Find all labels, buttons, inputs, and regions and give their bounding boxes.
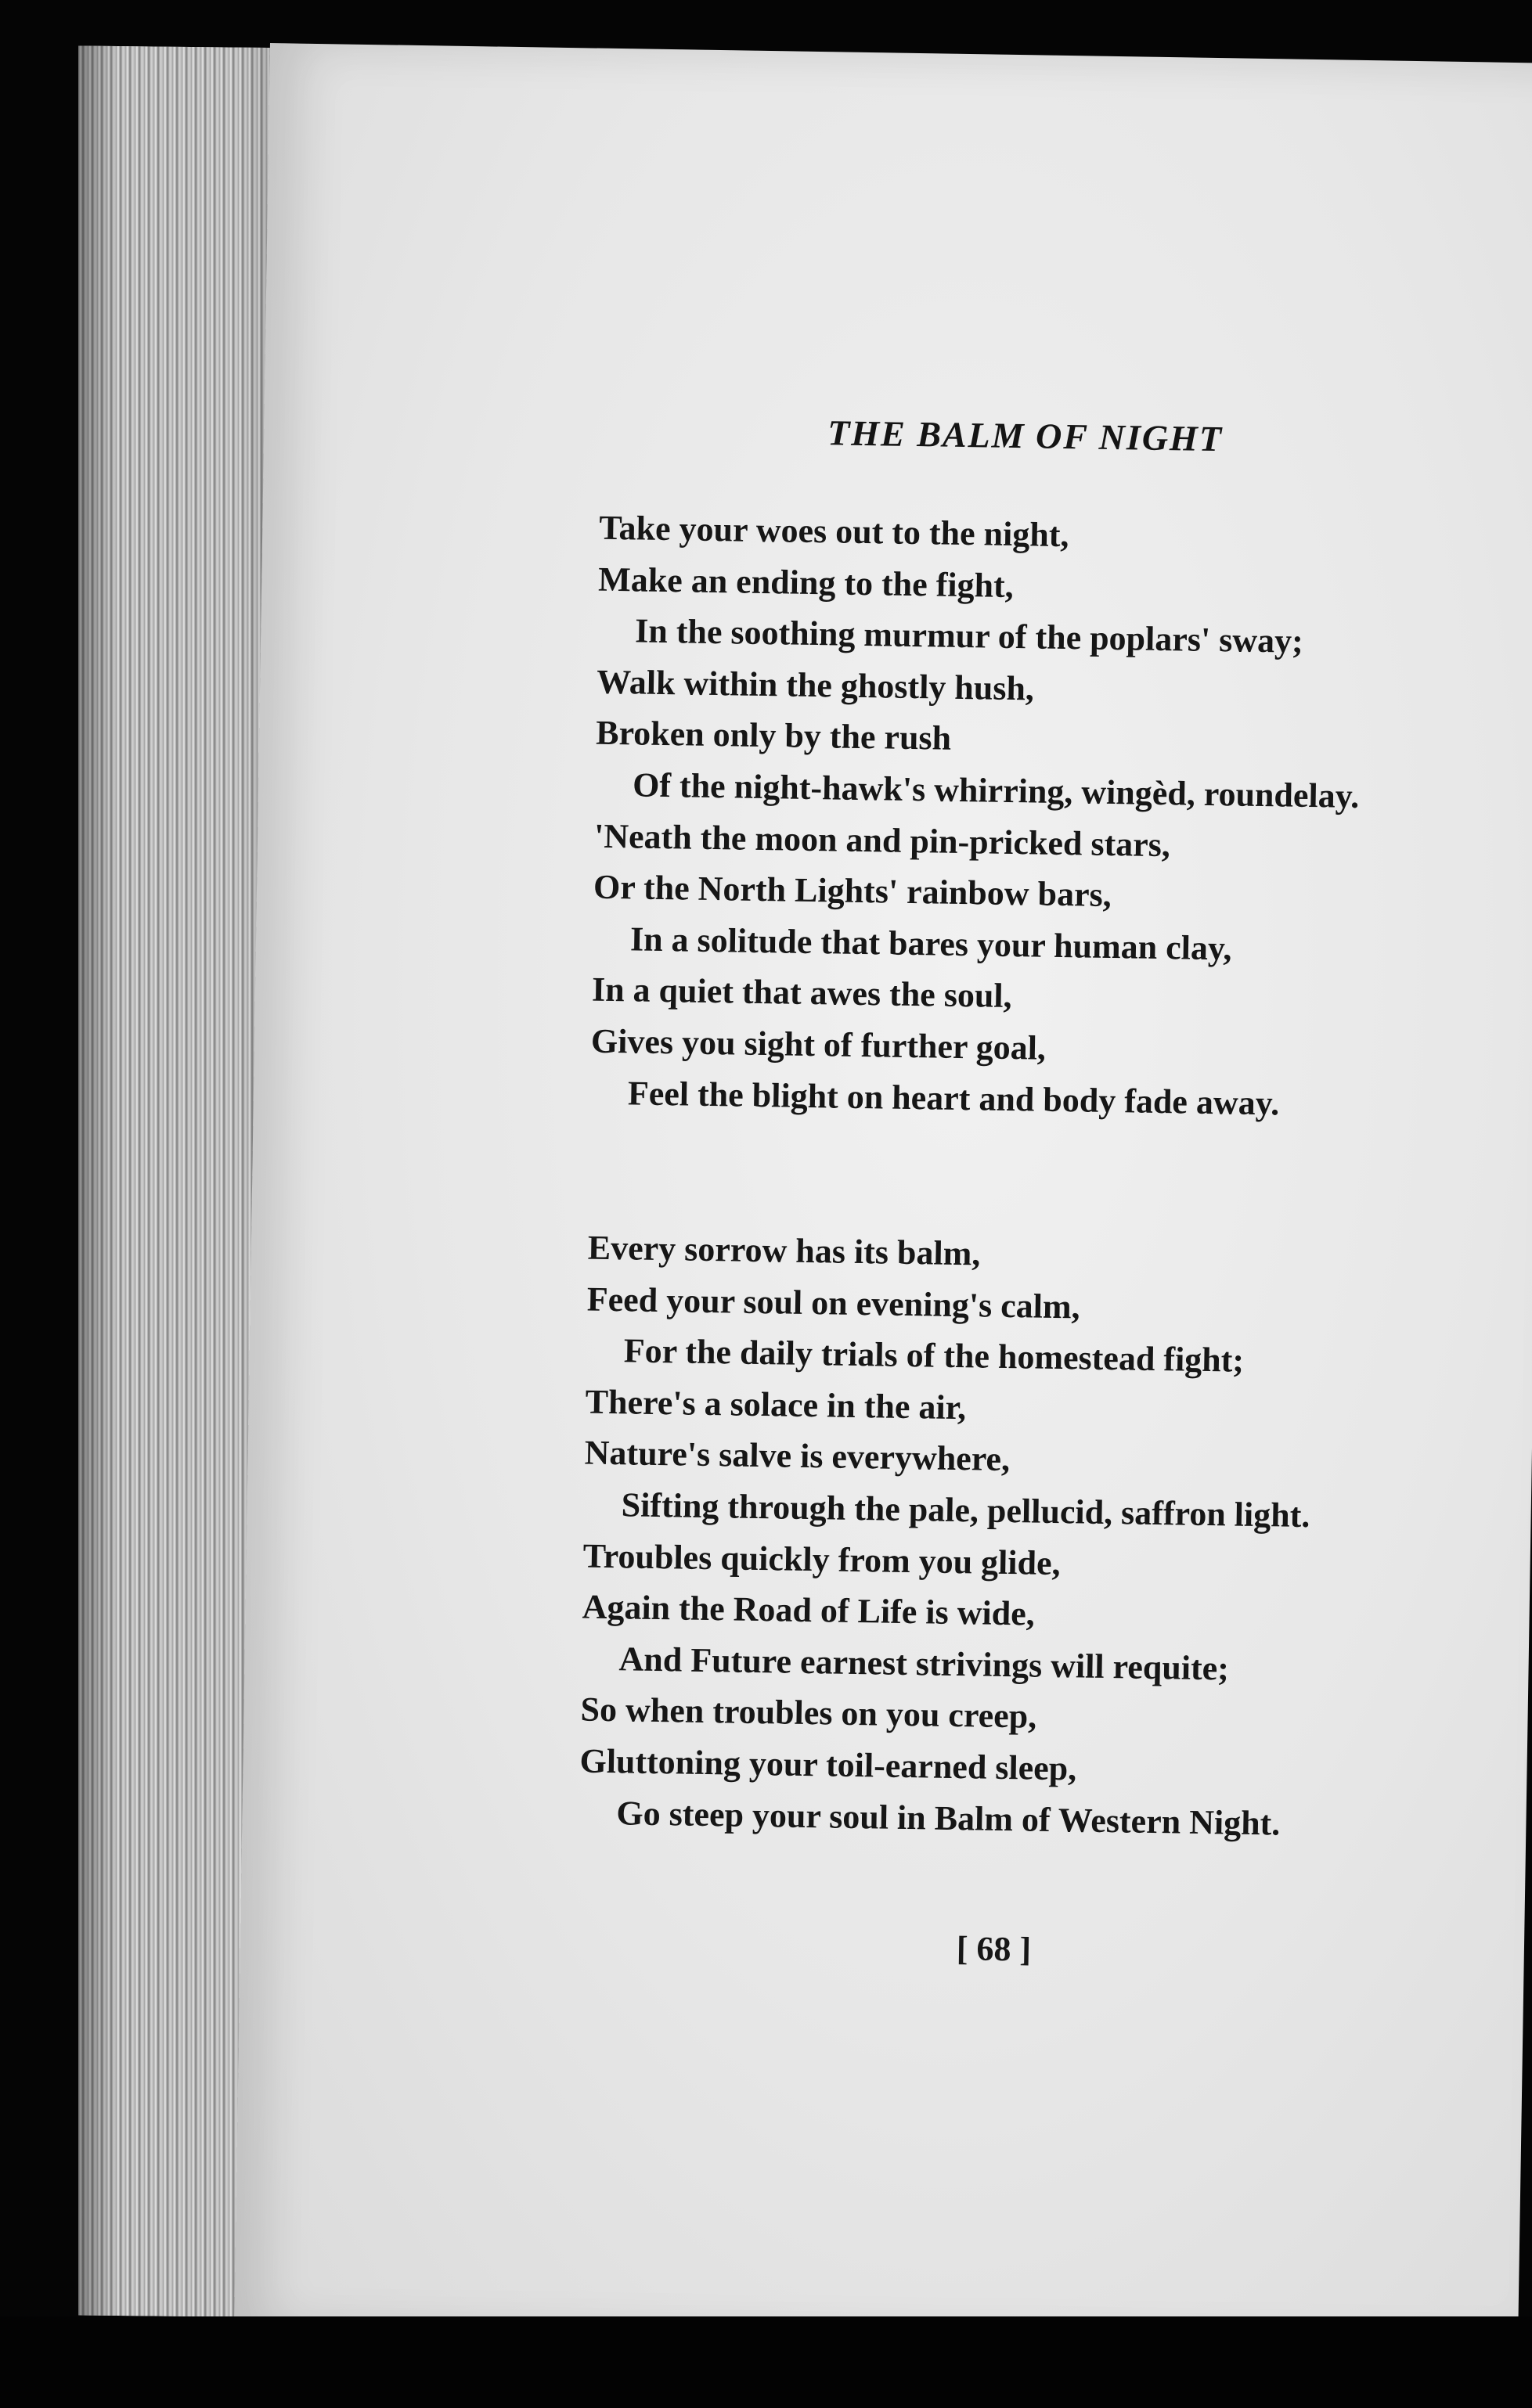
poem-line: Every sorrow has its balm, [587, 1228, 981, 1273]
poem-line: Broken only by the rush [595, 714, 952, 758]
poem-line: Troubles quickly from you glide, [582, 1536, 1061, 1582]
poem-line: Or the North Lights' rainbow bars, [593, 867, 1112, 915]
poem-line: Feel the blight on heart and body fade away. [627, 1073, 1280, 1122]
scan-bottom-border [0, 2316, 1532, 2408]
poem-line: For the daily trials of the homestead fight; [623, 1331, 1245, 1380]
page-number: [ 68 ] [956, 1929, 1032, 1969]
poem-line: Nature's salve is everywhere, [584, 1433, 1011, 1479]
poem-line: 'Neath the moon and pin-pricked stars, [593, 816, 1171, 864]
book-page [234, 43, 1532, 2348]
poem-line: In the soothing murmur of the poplars' sway; [634, 611, 1304, 661]
poem-line: Again the Road of Life is wide, [582, 1587, 1036, 1633]
poem-line: Go steep your soul in Balm of Western Night. [616, 1793, 1281, 1843]
poem-line: In a quiet that awes the soul, [591, 970, 1012, 1016]
poem-line: Of the night-hawk's whirring, wingèd, roundelay. [632, 765, 1360, 815]
poem-line: Make an ending to the fight, [597, 560, 1015, 605]
poem-line: Gives you sight of further goal, [590, 1021, 1047, 1067]
stanza-1 [589, 502, 1363, 1130]
stanza-2 [579, 1222, 1314, 1850]
poem-line: Walk within the ghostly hush, [596, 662, 1035, 708]
poem-line: And Future earnest strivings will requite; [618, 1640, 1230, 1688]
poem-line: Sifting through the pale, pellucid, saffron light. [621, 1485, 1310, 1535]
poem-line: Gluttoning your toil-earned sleep, [579, 1741, 1077, 1788]
poem-line: Take your woes out to the night, [598, 508, 1069, 555]
poem-line: In a solitude that bares your human clay, [629, 920, 1232, 968]
poem-title: THE BALM OF NIGHT [827, 412, 1224, 459]
poem-line: Feed your soul on evening's calm, [586, 1280, 1081, 1326]
poem-line: There's a solace in the air, [585, 1382, 967, 1427]
poem-line: So when troubles on you creep, [580, 1690, 1037, 1736]
